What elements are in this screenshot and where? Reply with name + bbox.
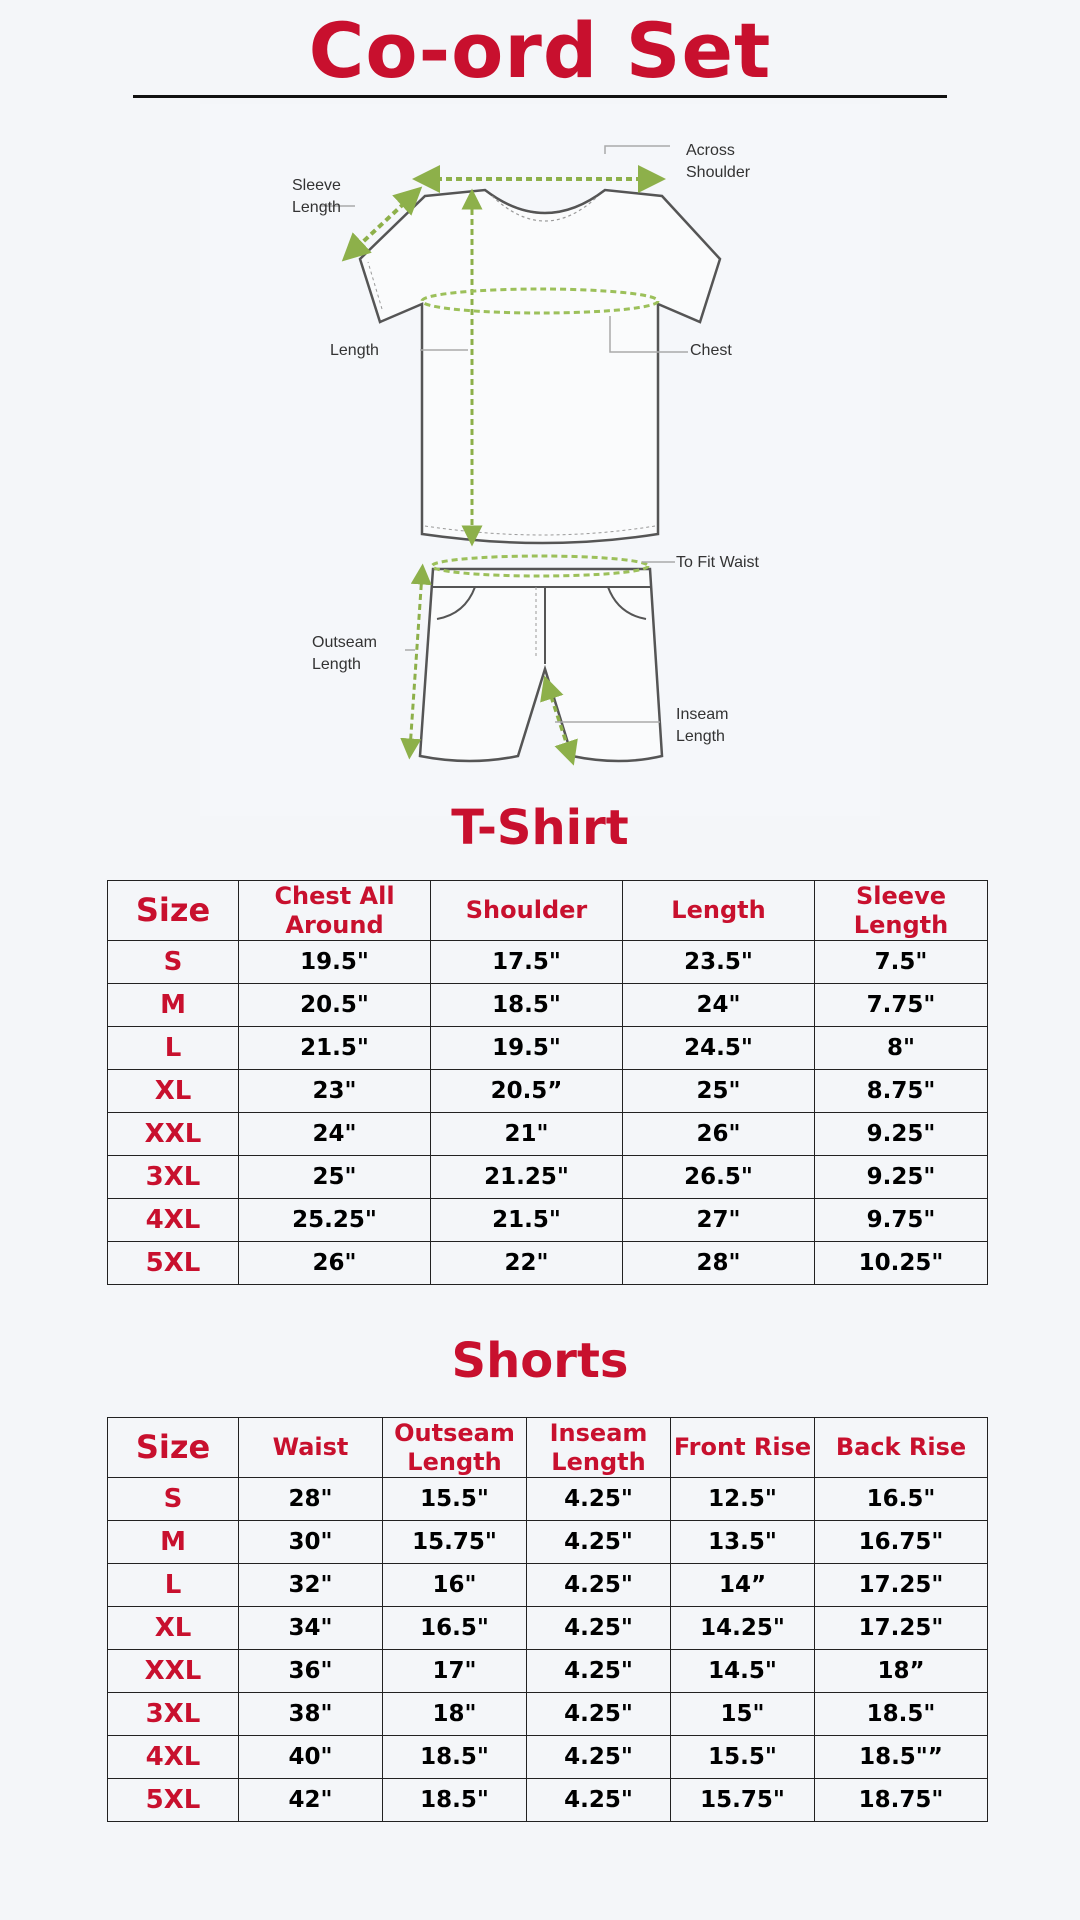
column-header: Chest All Around (239, 881, 431, 941)
measurement-cell: 19.5" (431, 1027, 623, 1070)
table-row (108, 1607, 988, 1650)
table-row (108, 1027, 988, 1070)
shorts-size-table (107, 1417, 988, 1822)
measurement-cell: 18.5" (431, 984, 623, 1027)
size-cell: M (108, 1521, 239, 1564)
label-across-shoulder-2: Shoulder (686, 164, 751, 181)
table-row (108, 984, 988, 1027)
measurement-cell: 23.5" (623, 941, 815, 984)
measurement-cell: 42" (239, 1779, 383, 1822)
table-row (108, 1650, 988, 1693)
size-cell: S (108, 1478, 239, 1521)
measurement-cell: 9.25" (815, 1156, 988, 1199)
label-inseam-2: Length (676, 728, 725, 745)
measurement-cell: 18” (815, 1650, 988, 1693)
measurement-cell: 38" (239, 1693, 383, 1736)
measurement-cell: 18.5" (383, 1736, 527, 1779)
measurement-cell: 4.25" (527, 1478, 671, 1521)
measurement-cell: 18.5" (383, 1779, 527, 1822)
measurement-cell: 22" (431, 1242, 623, 1285)
size-cell: M (108, 984, 239, 1027)
measurement-cell: 4.25" (527, 1521, 671, 1564)
measurement-cell: 8" (815, 1027, 988, 1070)
table-row (108, 1779, 988, 1822)
measurement-cell: 18.5"” (815, 1736, 988, 1779)
column-header: Outseam Length (383, 1418, 527, 1478)
measurement-cell: 14.5" (671, 1650, 815, 1693)
measurement-cell: 17.25" (815, 1607, 988, 1650)
table-row (108, 1736, 988, 1779)
measurement-cell: 20.5” (431, 1070, 623, 1113)
measurement-cell: 4.25" (527, 1736, 671, 1779)
label-outseam-2: Length (312, 656, 361, 673)
measurement-cell: 4.25" (527, 1693, 671, 1736)
size-cell: S (108, 941, 239, 984)
shorts-section-title: Shorts (451, 1333, 629, 1389)
table-row (108, 1521, 988, 1564)
measurement-cell: 21.25" (431, 1156, 623, 1199)
table-row (108, 1564, 988, 1607)
measurement-cell: 34" (239, 1607, 383, 1650)
measurement-cell: 8.75" (815, 1070, 988, 1113)
measurement-cell: 36" (239, 1650, 383, 1693)
size-cell: 3XL (108, 1156, 239, 1199)
measurement-cell: 4.25" (527, 1607, 671, 1650)
measurement-cell: 16.5" (383, 1607, 527, 1650)
table-row (108, 1199, 988, 1242)
measurement-cell: 32" (239, 1564, 383, 1607)
tshirt-section-title: T-Shirt (451, 800, 629, 856)
measurement-cell: 27" (623, 1199, 815, 1242)
size-cell: XXL (108, 1650, 239, 1693)
measurement-cell: 15.75" (671, 1779, 815, 1822)
measurement-cell: 30" (239, 1521, 383, 1564)
measurement-cell: 23" (239, 1070, 431, 1113)
measurement-cell: 24" (623, 984, 815, 1027)
measurement-cell: 15" (671, 1693, 815, 1736)
measurement-cell: 7.75" (815, 984, 988, 1027)
measurement-cell: 17.25" (815, 1564, 988, 1607)
size-cell: 5XL (108, 1242, 239, 1285)
size-cell: L (108, 1564, 239, 1607)
measurement-cell: 7.5" (815, 941, 988, 984)
label-to-fit-waist: To Fit Waist (676, 554, 759, 571)
column-header: Size (108, 1418, 239, 1478)
measurement-cell: 21.5" (239, 1027, 431, 1070)
column-header: Inseam Length (527, 1418, 671, 1478)
label-outseam: Outseam (312, 634, 377, 651)
measurement-cell: 18.5" (815, 1693, 988, 1736)
measurement-cell: 21" (431, 1113, 623, 1156)
measurement-cell: 4.25" (527, 1779, 671, 1822)
label-across-shoulder: Across (686, 142, 735, 159)
label-sleeve-length: Sleeve (292, 177, 341, 194)
measurement-cell: 14” (671, 1564, 815, 1607)
measurement-cell: 13.5" (671, 1521, 815, 1564)
tshirt-icon (360, 190, 720, 543)
measurement-cell: 24" (239, 1113, 431, 1156)
label-chest: Chest (690, 342, 732, 359)
label-sleeve-length-2: Length (292, 199, 341, 216)
size-cell: XXL (108, 1113, 239, 1156)
measurement-cell: 26" (239, 1242, 431, 1285)
measurement-cell: 4.25" (527, 1564, 671, 1607)
measurement-cell: 15.5" (383, 1478, 527, 1521)
measurement-cell: 25" (239, 1156, 431, 1199)
table-row (108, 941, 988, 984)
measurement-cell: 4.25" (527, 1650, 671, 1693)
measurement-cell: 21.5" (431, 1199, 623, 1242)
measurement-cell: 14.25" (671, 1607, 815, 1650)
column-header: Shoulder (431, 881, 623, 941)
measurement-cell: 28" (623, 1242, 815, 1285)
measurement-cell: 9.75" (815, 1199, 988, 1242)
table-header-row (108, 1418, 988, 1478)
measurement-cell: 25" (623, 1070, 815, 1113)
measurement-cell: 17.5" (431, 941, 623, 984)
size-cell: XL (108, 1070, 239, 1113)
title-divider (133, 95, 947, 98)
column-header: Front Rise (671, 1418, 815, 1478)
label-length: Length (330, 342, 379, 359)
measurement-cell: 17" (383, 1650, 527, 1693)
size-cell: 3XL (108, 1693, 239, 1736)
measurement-cell: 15.5" (671, 1736, 815, 1779)
measurement-cell: 26.5" (623, 1156, 815, 1199)
measurement-cell: 9.25" (815, 1113, 988, 1156)
table-row (108, 1156, 988, 1199)
page-title: Co-ord Set (308, 6, 772, 95)
table-row (108, 1478, 988, 1521)
measurement-cell: 19.5" (239, 941, 431, 984)
measurement-cell: 16" (383, 1564, 527, 1607)
size-cell: 5XL (108, 1779, 239, 1822)
table-row (108, 1693, 988, 1736)
measurement-cell: 25.25" (239, 1199, 431, 1242)
size-cell: 4XL (108, 1199, 239, 1242)
measurement-cell: 16.75" (815, 1521, 988, 1564)
garment-illustration (200, 104, 880, 816)
measurement-cell: 26" (623, 1113, 815, 1156)
measurement-cell: 15.75" (383, 1521, 527, 1564)
measurement-cell: 18" (383, 1693, 527, 1736)
measurement-cell: 20.5" (239, 984, 431, 1027)
measurement-cell: 28" (239, 1478, 383, 1521)
measurement-cell: 10.25" (815, 1242, 988, 1285)
measurement-cell: 24.5" (623, 1027, 815, 1070)
table-row (108, 1070, 988, 1113)
table-row (108, 1113, 988, 1156)
table-header-row (108, 881, 988, 941)
column-header: Sleeve Length (815, 881, 988, 941)
size-cell: L (108, 1027, 239, 1070)
size-cell: XL (108, 1607, 239, 1650)
measurement-cell: 18.75" (815, 1779, 988, 1822)
table-row (108, 1242, 988, 1285)
size-cell: 4XL (108, 1736, 239, 1779)
column-header: Size (108, 881, 239, 941)
tshirt-size-table (107, 880, 988, 1285)
measurement-cell: 12.5" (671, 1478, 815, 1521)
shorts-icon (420, 569, 662, 761)
measurement-cell: 40" (239, 1736, 383, 1779)
measurement-diagram (200, 104, 880, 816)
column-header: Waist (239, 1418, 383, 1478)
column-header: Back Rise (815, 1418, 988, 1478)
measurement-cell: 16.5" (815, 1478, 988, 1521)
label-inseam: Inseam (676, 706, 729, 723)
column-header: Length (623, 881, 815, 941)
